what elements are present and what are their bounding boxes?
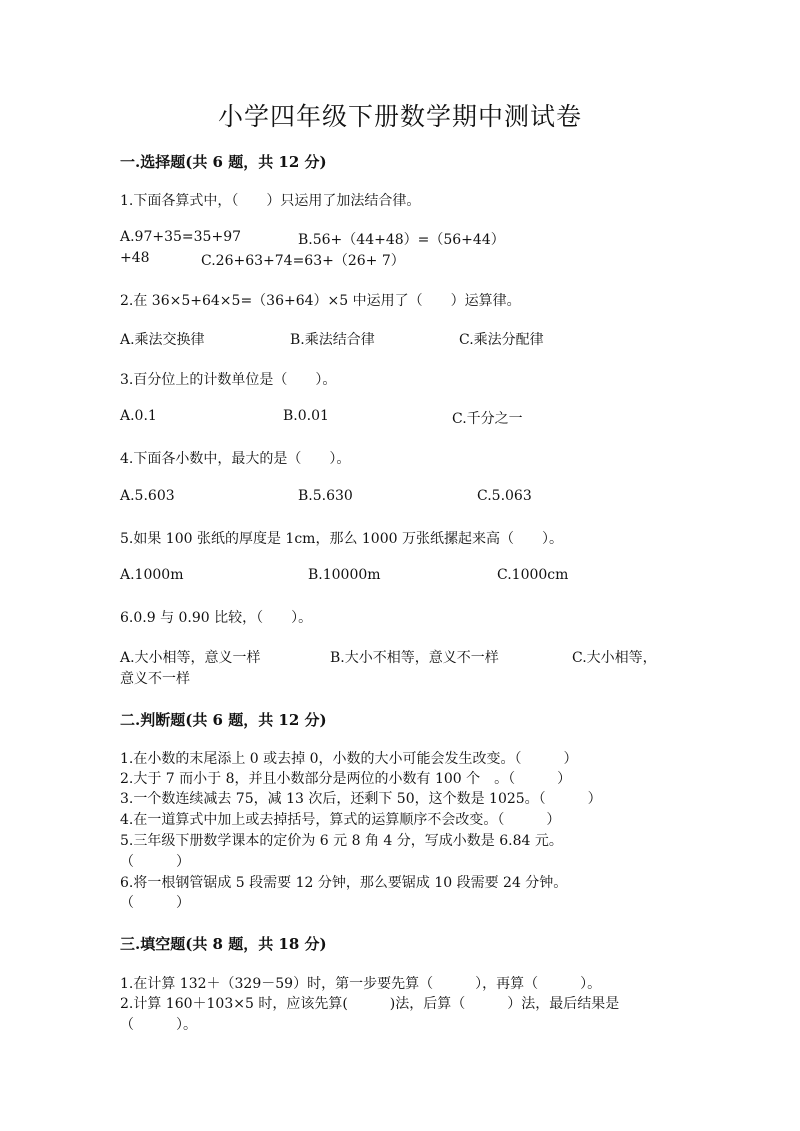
- judgement-item: 3.一个数连续减去 75，减 13 次后，还剩下 50，这个数是 1025。（ ）: [120, 791, 602, 807]
- judgement-item: 1.在小数的末尾添上 0 或去掉 0，小数的大小可能会发生改变。（ ）: [120, 751, 578, 767]
- option-b: B.大小不相等，意义不一样: [330, 650, 499, 666]
- option-c: C.1000cm: [497, 567, 569, 583]
- judgement-item: 5.三年级下册数学课本的定价为 6 元 8 角 4 分，写成小数是 6.84 元。: [120, 833, 563, 849]
- judgement-item: 2.大于 7 而小于 8，并且小数部分是两位的小数有 100 个 。（ ）: [120, 771, 572, 787]
- option-a: A.0.1: [120, 408, 157, 424]
- option-b: B.56+（44+48）=（56+44）: [298, 232, 505, 248]
- fill-in-answer-blank: （ ）。: [120, 1017, 197, 1033]
- fill-in-item: 1.在计算 132＋（329－59）时，第一步要先算（ ），再算（ ）。: [120, 976, 602, 992]
- question-stem: 1.下面各算式中，（ ）只运用了加法结合律。: [120, 193, 421, 209]
- option-a: A.5.603: [120, 488, 175, 504]
- question-stem: 3.百分位上的计数单位是（ ）。: [120, 372, 337, 388]
- question-stem: 4.下面各小数中，最大的是（ ）。: [120, 451, 351, 467]
- option-b: B.0.01: [283, 408, 329, 424]
- option-a: A.乘法交换律: [120, 332, 205, 348]
- judgement-answer-blank: （ ）: [120, 854, 190, 870]
- option-b: B.乘法结合律: [290, 332, 375, 348]
- exam-title: 小学四年级下册数学期中测试卷: [217, 102, 582, 131]
- option-a: A.大小相等，意义一样: [120, 650, 261, 666]
- question-stem: 2.在 36×5+64×5=（36+64）×5 中运用了（ ）运算律。: [120, 293, 521, 309]
- judgement-answer-blank: （ ）: [120, 895, 190, 911]
- option-a: A.1000m: [120, 567, 184, 583]
- judgement-item: 4.在一道算式中加上或去掉括号，算式的运算顺序不会改变。（ ）: [120, 812, 561, 828]
- option-c: C.5.063: [477, 488, 532, 504]
- question-stem: 5.如果 100 张纸的厚度是 1cm，那么 1000 万张纸摞起来高（ ）。: [120, 531, 563, 547]
- option-c-continued: 意义不一样: [120, 671, 190, 687]
- section-heading-fill-in: 三.填空题(共 8 题，共 18 分): [120, 935, 327, 953]
- option-a: A.97+35=35+97: [120, 229, 242, 245]
- fill-in-item: 2.计算 160＋103×5 时，应该先算( )法，后算（ ）法，最后结果是: [120, 996, 620, 1012]
- question-stem: 6.0.9 与 0.90 比较，（ ）。: [120, 610, 313, 626]
- option-b-continued: +48: [120, 250, 150, 266]
- option-c: C.千分之一: [452, 411, 523, 427]
- option-b: B.5.630: [298, 488, 353, 504]
- section-heading-judgement: 二.判断题(共 6 题，共 12 分): [120, 711, 327, 729]
- section-heading-choice: 一.选择题(共 6 题，共 12 分): [120, 153, 327, 171]
- option-c: C.26+63+74=63+（26+ 7）: [201, 253, 405, 269]
- option-c: C.大小相等，: [572, 650, 657, 666]
- option-b: B.10000m: [308, 567, 381, 583]
- judgement-item: 6.将一根钢管锯成 5 段需要 12 分钟，那么要锯成 10 段需要 24 分钟。: [120, 875, 568, 891]
- option-c: C.乘法分配律: [459, 332, 544, 348]
